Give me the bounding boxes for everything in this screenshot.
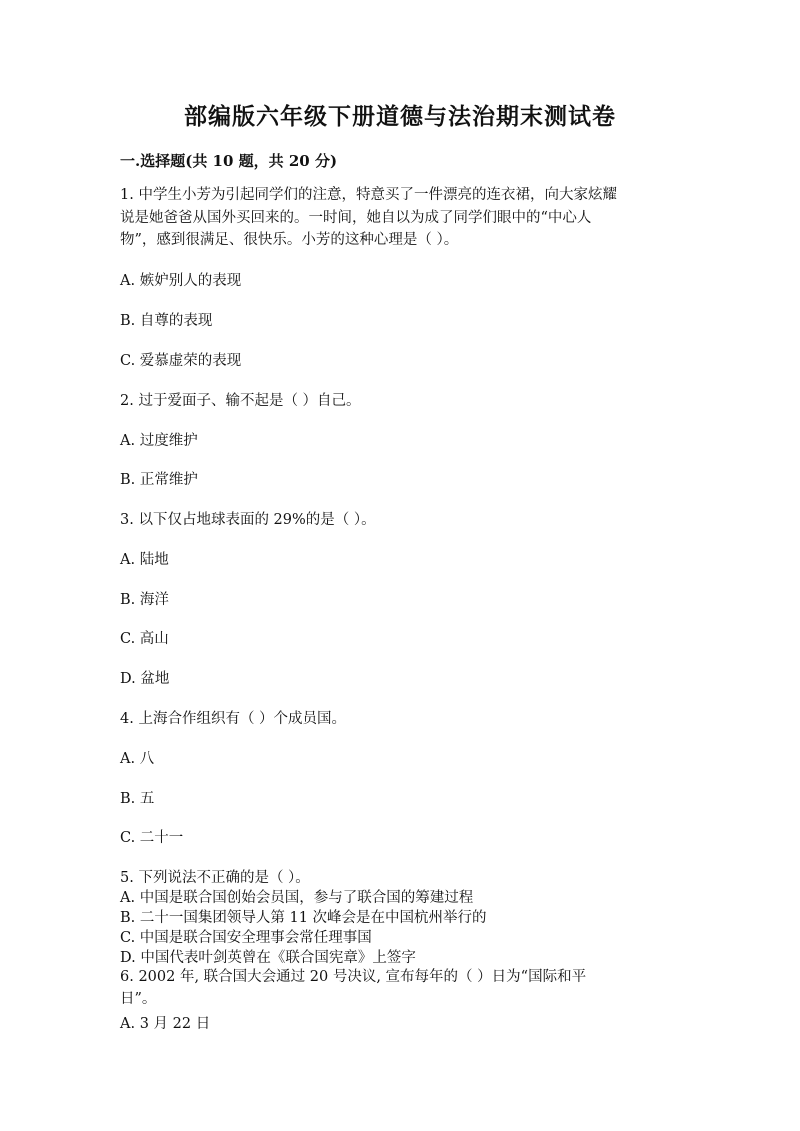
question-6-line-2: 日”。 — [120, 991, 157, 1007]
question-5-option-d: D. 中国代表叶剑英曾在《联合国宪章》上签字 — [120, 950, 416, 966]
question-1-stem — [120, 184, 692, 252]
page-title: 部编版六年级下册道德与法治期末测试卷 — [184, 103, 616, 130]
question-3-stem: 3. 以下仅占地球表面的 29%的是（ ）。 — [120, 512, 376, 528]
question-4-option-a: A. 八 — [120, 751, 155, 767]
question-4-stem: 4. 上海合作组织有（ ）个成员国。 — [120, 711, 347, 727]
question-5-option-b: B. 二十一国集团领导人第 11 次峰会是在中国杭州举行的 — [120, 910, 487, 926]
question-1-line-3: 物”，感到很满足、很快乐。小芳的这种心理是（ ）。 — [120, 232, 459, 248]
question-2-option-a: A. 过度维护 — [120, 433, 198, 449]
question-3-option-a: A. 陆地 — [120, 552, 169, 568]
section-heading: 一.选择题(共 10 题，共 20 分) — [120, 152, 338, 170]
question-6-line-1: 6. 2002 年, 联合国大会通过 20 号决议, 宣布每年的（ ）日为“国际和平 — [120, 969, 587, 985]
question-1-option-a: A. 嫉妒别人的表现 — [120, 273, 242, 289]
question-1-line-1: 1. 中学生小芳为引起同学们的注意，特意买了一件漂亮的连衣裙，向大家炫耀 — [120, 187, 617, 203]
question-5-option-c: C. 中国是联合国安全理事会常任理事国 — [120, 930, 372, 946]
question-3-option-d: D. 盆地 — [120, 671, 170, 687]
question-2-stem: 2. 过于爱面子、输不起是（ ）自己。 — [120, 393, 361, 409]
question-1-line-2: 说是她爸爸从国外买回来的。一时间，她自以为成了同学们眼中的“中心人 — [120, 209, 592, 226]
question-3-option-c: C. 高山 — [120, 631, 169, 647]
question-4-option-c: C. 二十一 — [120, 830, 184, 846]
question-6-stem — [120, 966, 586, 1010]
question-4-option-b: B. 五 — [120, 791, 155, 807]
question-1-option-b: B. 自尊的表现 — [120, 313, 213, 329]
question-3-option-b: B. 海洋 — [120, 592, 169, 608]
question-5-stem: 5. 下列说法不正确的是（ ）。 — [120, 870, 310, 886]
question-6-option-a: A. 3 月 22 日 — [120, 1016, 211, 1032]
question-2-option-b: B. 正常维护 — [120, 472, 198, 488]
question-1-option-c: C. 爱慕虚荣的表现 — [120, 353, 242, 369]
question-5-option-a: A. 中国是联合国创始会员国，参与了联合国的筹建过程 — [120, 890, 474, 906]
